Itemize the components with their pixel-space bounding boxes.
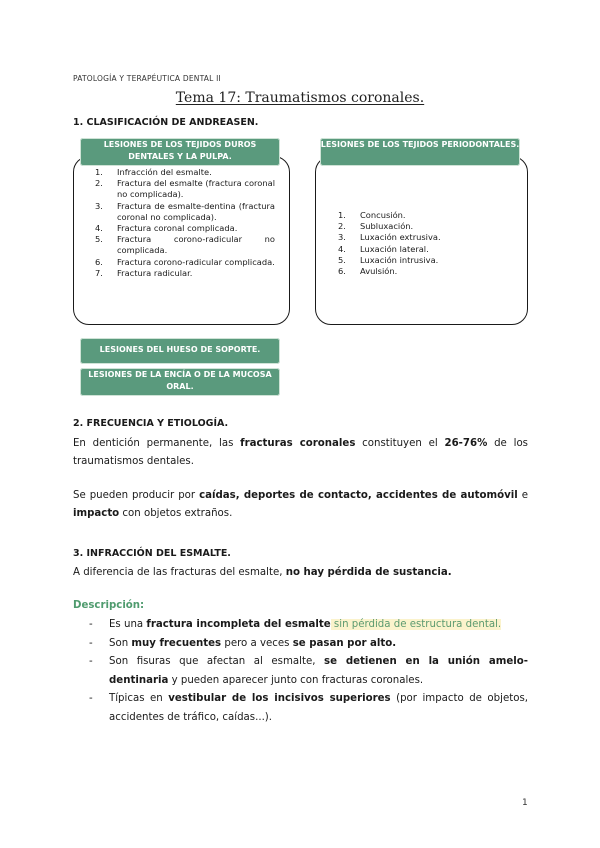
list-item: 4. Fractura coronal complicada.	[95, 223, 238, 234]
list-item: 3. Fractura de esmalte-dentina (fractura coronal no complicada).	[95, 200, 275, 222]
section-heading-infraccion: 3. INFRACCIÓN DEL ESMALTE.	[73, 548, 231, 559]
paragraph-etiologia: Se pueden producir por caídas, deportes de contacto, accidentes de automóvil e impacto con objetos extraños.	[73, 490, 528, 519]
section-heading-clasificacion: 1. CLASIFICACIÓN DE ANDREASEN.	[73, 117, 259, 128]
list-item: 1. Concusión.	[338, 210, 406, 220]
duros-list	[95, 167, 275, 279]
paragraph-frecuencia: En dentición permanente, las fracturas coronales constituyen el 26-76% de los traumatismos dentales.	[73, 438, 528, 467]
list-item: 3. Luxación extrusiva.	[338, 232, 441, 243]
page-title: Tema 17: Traumatismos coronales.	[175, 90, 425, 106]
page-number: 1	[522, 798, 528, 808]
list-item: 7. Fractura radicular.	[95, 267, 193, 278]
list-item: 5. Fractura corono-radicular no complicada.	[95, 234, 275, 256]
highlighted-text: sin pérdida de estructura dental.	[330, 619, 502, 630]
hueso-label: LESIONES DEL HUESO DE SOPORTE.	[80, 338, 280, 364]
list-item: - Es una fractura incompleta del esmalte sin pérdida de estructura dental.	[89, 619, 502, 630]
descripcion-list	[73, 616, 528, 727]
duros-list-box	[73, 156, 290, 325]
list-item: - Típicas en vestibular de los incisivos superiores (por impacto de objetos, accidentes de tráfico, caídas...).	[89, 693, 529, 723]
list-item: 5. Luxación intrusiva.	[338, 254, 439, 265]
duros-label: LESIONES DE LOS TEJIDOS DUROS DENTALES Y LA PULPA.	[80, 138, 280, 166]
encia-label: LESIONES DE LA ENCÍA O DE LA MUCOSA ORAL.	[80, 368, 280, 396]
list-item: 2. Subluxación.	[338, 221, 414, 232]
list-item: - Son muy frecuentes pero a veces se pasan por alto.	[89, 637, 397, 649]
list-item: 4. Luxación lateral.	[338, 243, 429, 254]
list-item: - Son fisuras que afectan al esmalte, se detienen en la unión amelo-dentinaria y pueden aparecer junto con fracturas coronales.	[89, 656, 528, 686]
perio-list-box	[315, 156, 528, 325]
list-item: 6. Fractura corono-radicular complicada.	[95, 256, 275, 267]
perio-label: LESIONES DE LOS TEJIDOS PERIODONTALES.	[320, 138, 520, 166]
paragraph-infraccion: A diferencia de las fracturas del esmalte, no hay pérdida de sustancia.	[73, 567, 452, 578]
list-item: 6. Avulsión.	[338, 266, 398, 277]
list-item: 1. Infracción del esmalte.	[95, 167, 212, 177]
perio-list	[338, 210, 508, 277]
document-header: PATOLOGÍA Y TERAPÉUTICA DENTAL II	[73, 74, 221, 83]
descripcion-label: Descripción:	[73, 600, 145, 611]
list-item: 2. Fractura del esmalte (fractura coronal no complicada).	[95, 178, 275, 200]
section-heading-frecuencia: 2. FRECUENCIA Y ETIOLOGÍA.	[73, 418, 229, 429]
